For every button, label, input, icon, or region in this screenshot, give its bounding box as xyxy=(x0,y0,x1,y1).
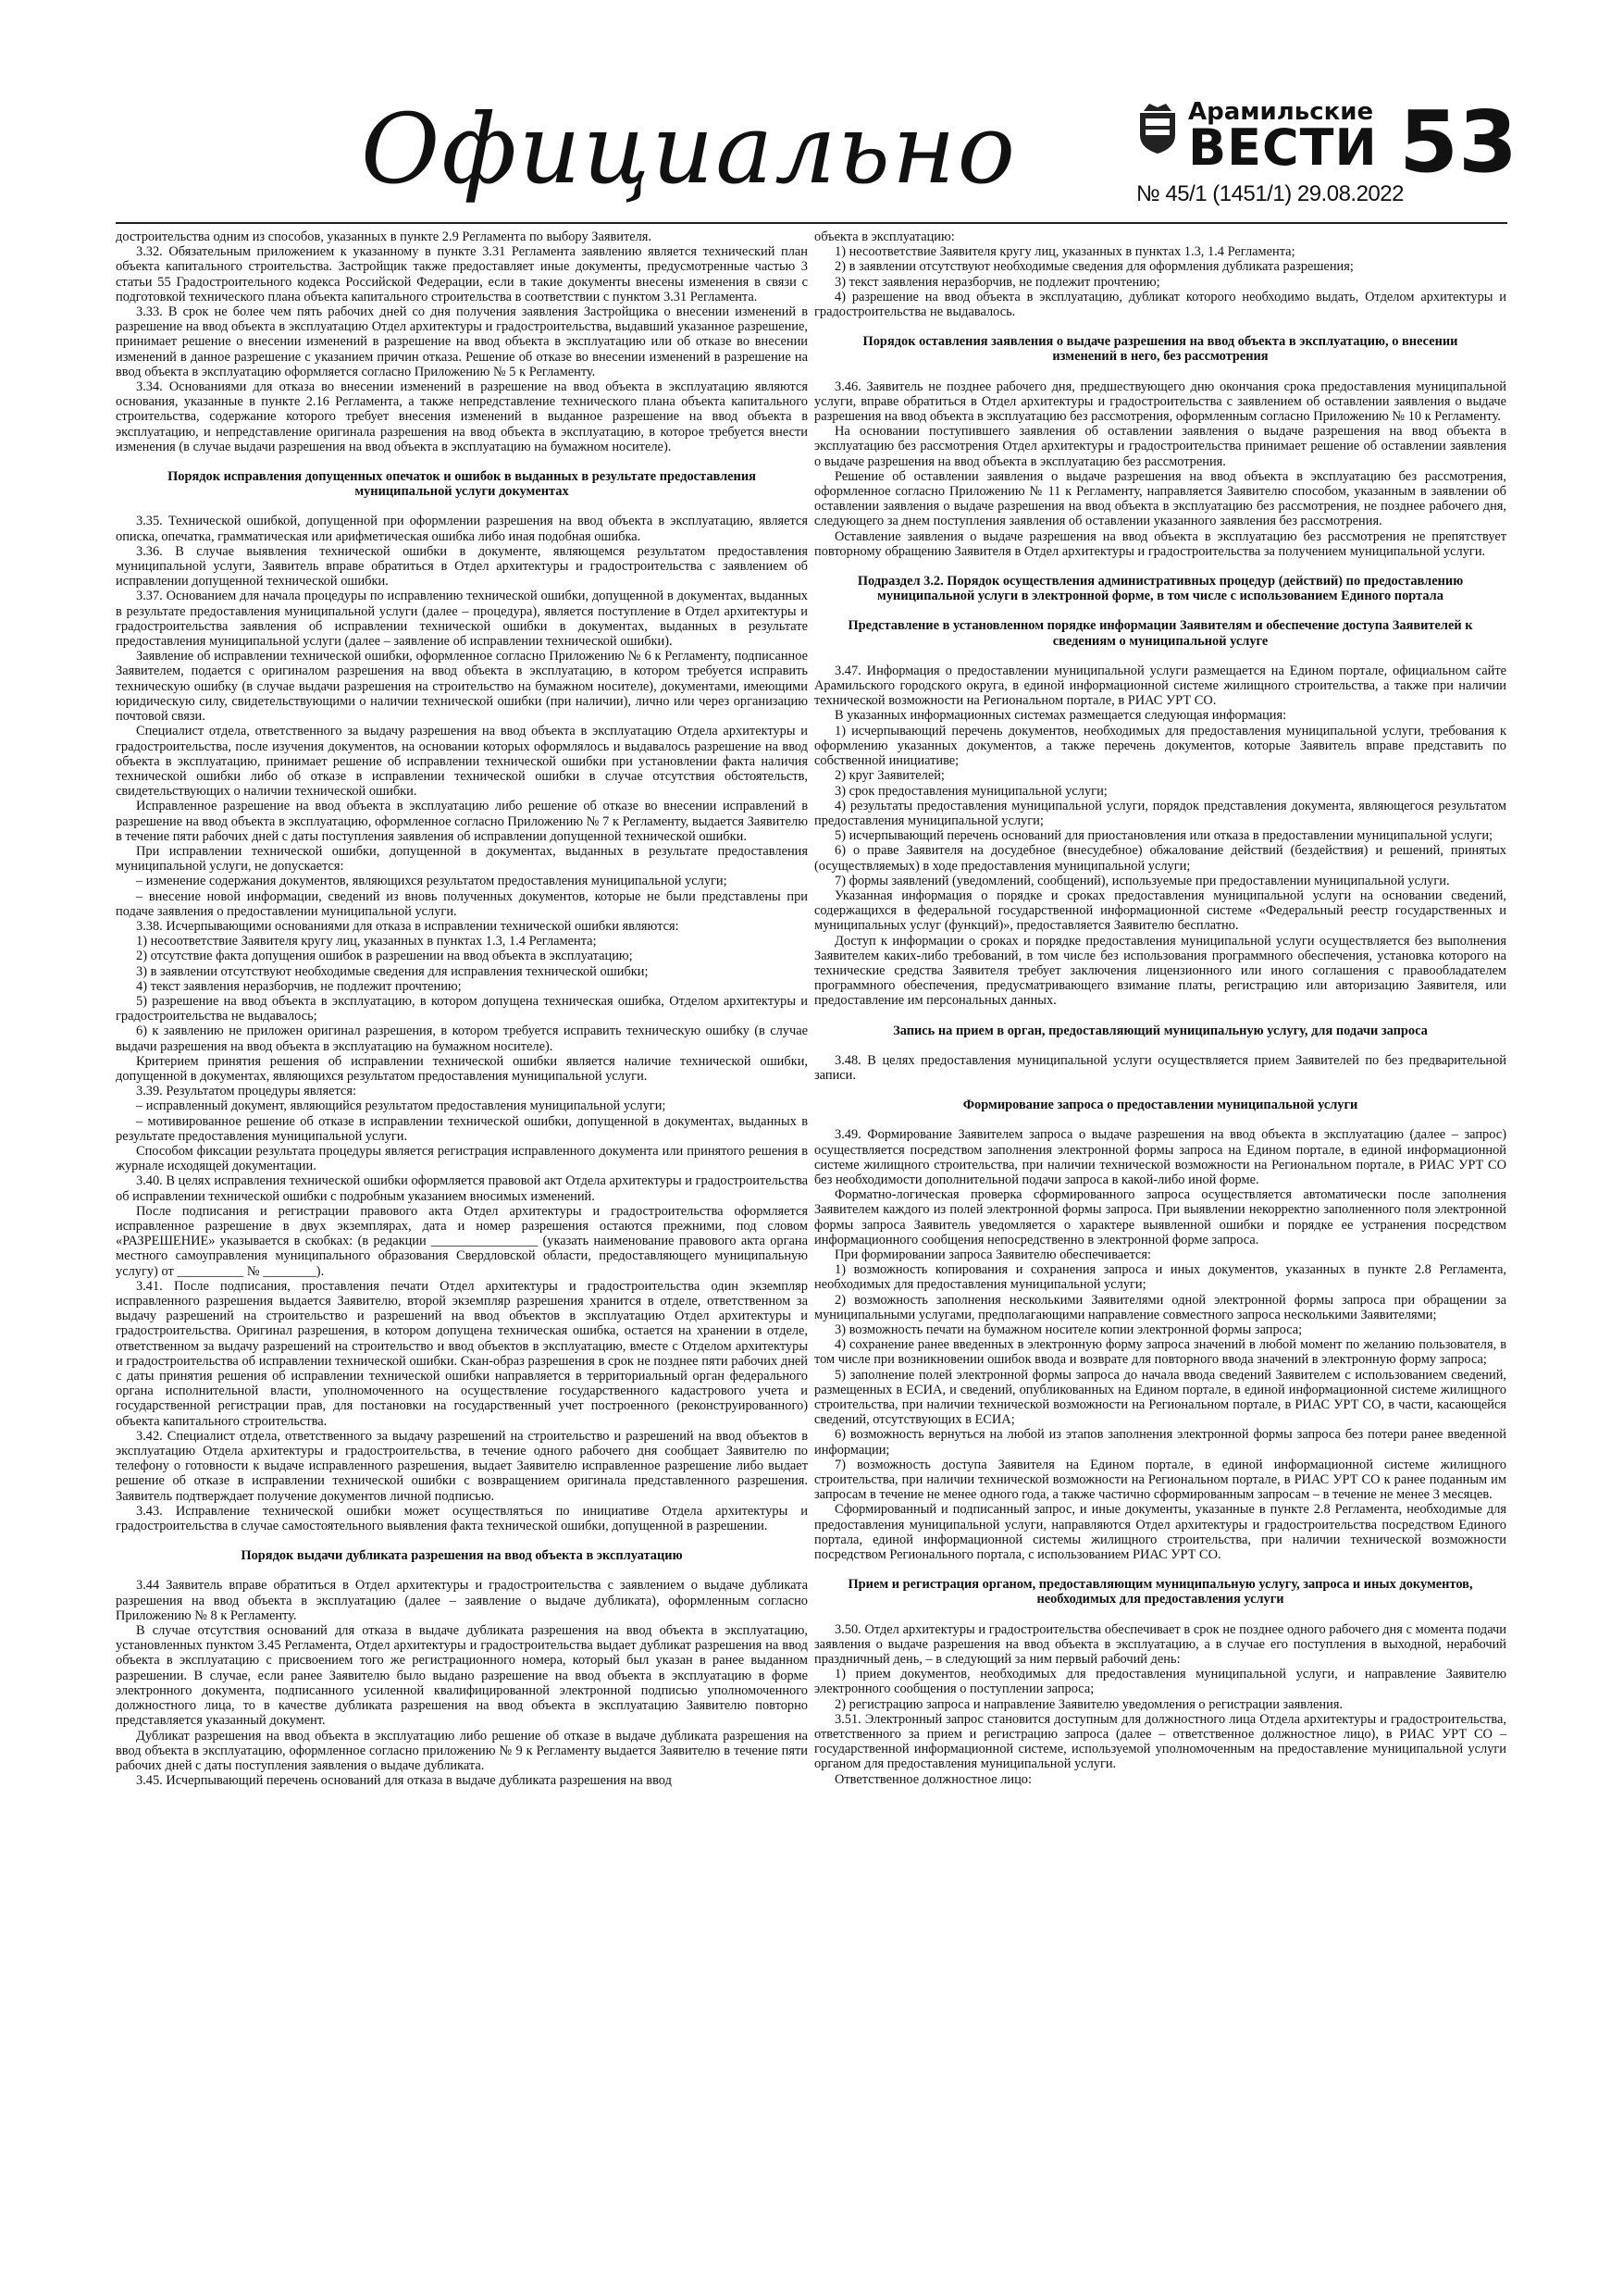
paragraph: 3.46. Заявитель не позднее рабочего дня, предшествующего дню окончания срока предоставления муниципальной услуги, вправе обратиться в Отдел архитектуры и градостроительства с заявлением об оставлении заявления о выдаче разрешения на ввод объекта в эксплуатацию без рассмотрения, оформленным согласно Приложению № 10 к Регламенту. xyxy=(814,379,1506,425)
paragraph: – изменение содержания документов, являющихся результатом предоставления муниципальной услуги; xyxy=(136,874,727,889)
paragraph: После подписания и регистрации правового акта Отдел архитектуры и градостроительства оформляется исправленное разрешение в двух экземплярах, дата и номер разрешения остаются прежними, под словом «РАЗРЕШЕНИЕ» указывается в скобках: (в редакции ________________ (указать наименование правового акта органа местного самоуправления муниципального образования Свердловской области, предоставляющего муниципальную услугу) от __________ № ________). xyxy=(116,1203,808,1279)
paragraph: При формировании запроса Заявителю обеспечивается: xyxy=(835,1247,1152,1262)
paragraph: 3.33. В срок не более чем пять рабочих дней со дня получения заявления Застройщика о внесении изменений в разрешение на ввод объекта в эксплуатацию Отдел архитектуры и градостроительства, выдавший указанное разрешение, принимает решение о внесении изменений в разрешение на ввод объекта в эксплуатацию или об отказе во внесении изменений в данное разрешение с указанием причин отказа. Решение об отказе во внесении изменений в разрешение на ввод объекта в эксплуатацию оформляется согласно Приложению № 5 к Регламенту. xyxy=(116,304,808,379)
section-heading: Порядок выдачи дубликата разрешения на ввод объекта в эксплуатацию xyxy=(241,1548,683,1564)
issue-number: № 45/1 (1451/1) 29.08.2022 xyxy=(1136,181,1404,206)
paragraph: 7) формы заявлений (уведомлений, сообщений), используемые при предоставлении муниципальной услуги. xyxy=(835,873,1450,888)
paragraph: 6) возможность вернуться на любой из этапов заполнения электронной формы запроса без потери ранее введенной информации; xyxy=(814,1427,1506,1458)
section-heading: Прием и регистрация органом, предоставляющим муниципальную услугу, запроса и иных документов, необходимых для предоставления услуги xyxy=(848,1577,1473,1607)
paragraph: 1) несоответствие Заявителя кругу лиц, указанных в пунктах 1.3, 1.4 Регламента; xyxy=(136,934,597,949)
paragraph: 2) регистрацию запроса и направление Заявителю уведомления о регистрации заявления. xyxy=(835,1696,1344,1712)
paragraph: 3.49. Формирование Заявителем запроса о выдаче разрешения на ввод объекта в эксплуатацию (далее – запрос) осуществляется посредством заполнения электронной формы запроса на Едином портале, в единой информационной системе жилищного строительства, при наличии технической возможности на Региональном портале, в РИАС УРТ СО без необходимости дополнительной подачи запроса в какой-либо иной форме. xyxy=(814,1127,1506,1187)
paragraph: 1) прием документов, необходимых для предоставления муниципальной услуги, и направление Заявителю электронного сообщения о поступлении запроса; xyxy=(814,1667,1506,1697)
paragraph: 3.40. В целях исправления технической ошибки оформляется правовой акт Отдела архитектуры и градостроительства об исправлении технической ошибки с подробным указанием вносимых изменений. xyxy=(116,1173,808,1204)
paragraph: Решение об оставлении заявления о выдаче разрешения на ввод объекта в эксплуатацию без рассмотрения, оформленное согласно Приложению № 11 к Регламенту, направляется Заявителю способом, указанным в заявлении об оставлении заявления о выдаче разрешения на ввод объекта в эксплуатацию без рассмотрения, не позднее рабочего дня, следующего за днем поступления заявления об оставлении указанного заявления без рассмотрения. xyxy=(814,468,1506,529)
section-title: Официально xyxy=(361,93,1018,205)
logo-title: ВЕСТИ xyxy=(1188,118,1378,177)
section-heading: Порядок оставления заявления о выдаче разрешения на ввод объекта в эксплуатацию, о внесении изменений в него, без рассмотрения xyxy=(862,334,1458,365)
paragraph: 3.50. Отдел архитектуры и градостроительства обеспечивает в срок не позднее одного рабочего дня с момента подачи заявления о выдаче разрешения на ввод объекта в эксплуатацию, а в случае его поступления в выходной, нерабочий праздничный день, – в следующий за ним первый рабочий день: xyxy=(814,1621,1506,1668)
paragraph: 3.41. После подписания, проставления печати Отдел архитектуры и градостроительства один экземпляр исправленного разрешения выдается Заявителю, второй экземпляр разрешения хранится в отделе, ответственном за выдачу разрешений на строительство и разрешений на ввод объектов в эксплуатацию Отдел архитектуры и градостроительства. Оригинал разрешения, в котором допущена техническая ошибка, остается на хранении в отделе, ответственном за выдачу разрешений на строительство и ввод объектов в эксплуатацию, вместе с Отделом архитектуры и градостроительства об исправлении технической ошибки. Скан-образ разрешения в срок не позднее пяти рабочих дней с даты принятия решения об исправлении технической ошибки направляется в территориальный орган федерального органа исполнительной власти, уполномоченного на осуществление государственного кадастрового учета и государственной регистрации прав, для постановки на государственный учет построенного (реконструированного) объекта капитального строительства. xyxy=(116,1278,808,1429)
page-number: 53 xyxy=(1399,93,1518,192)
paragraph: Форматно-логическая проверка сформированного запроса осуществляется автоматически после заполнения Заявителем каждого из полей электронной формы запроса. При выявлении некорректно заполненного поля электронной формы запроса Заявитель уведомляется о характере выявленной ошибки и порядке ее устранения посредством информационного сообщения непосредственно в электронной форме запроса. xyxy=(814,1187,1506,1247)
paragraph: 3.45. Исчерпывающий перечень оснований для отказа в выдаче дубликата разрешения на ввод xyxy=(136,1773,672,1789)
newspaper-logo xyxy=(1136,91,1377,192)
paragraph: 3) возможность печати на бумажном носителе копии электронной формы запроса; xyxy=(835,1322,1303,1337)
paragraph: 3.42. Специалист отдела, ответственного за выдачу разрешений на строительство и разрешений на ввод объектов в эксплуатацию Отдела архитектуры и градостроительства, в течение одного рабочего дня сообщает Заявителю по телефону о готовности к выдаче исправленного разрешения, выдает Заявителю исправленное разрешение либо выдает решение об отказе в исправлении технической ошибки с возвращением оригинала представленного разрешения. Заявитель подтверждает получение документов личной подписью. xyxy=(116,1428,808,1504)
paragraph: 6) о праве Заявителя на досудебное (внесудебное) обжалование действий (бездействия) и решений, принятых (осуществляемых) в ходе предоставления муниципальной услуги; xyxy=(814,843,1506,874)
paragraph: 3.36. В случае выявления технической ошибки в документе, являющемся результатом предоставления муниципальной услуги, Заявитель вправе обратиться в Отдел архитектуры и градостроительства с заявлением об исправлении допущенной технической ошибки. xyxy=(116,543,808,590)
paragraph: 3.48. В целях предоставления муниципальной услуги осуществляется прием Заявителей по без предварительной записи. xyxy=(814,1052,1506,1083)
paragraph: 2) круг Заявителей; xyxy=(835,768,945,784)
paragraph: В указанных информационных системах размещается следующая информация: xyxy=(835,708,1287,724)
paragraph: 3.44 Заявитель вправе обратиться в Отдел архитектуры и градостроительства с заявлением о выдаче дубликата разрешения на ввод объекта в эксплуатацию (далее – заявление о выдаче дубликата), оформленным согласно Приложению № 8 к Регламенту. xyxy=(116,1578,808,1623)
paragraph: 1) несоответствие Заявителя кругу лиц, указанных в пунктах 1.3, 1.4 Регламента; xyxy=(835,244,1295,260)
paragraph: Способом фиксации результата процедуры является регистрация исправленного документа или принятого решения в журнале исходящей документации. xyxy=(116,1143,808,1174)
paragraph: Критерием принятия решения об исправлении технической ошибки является наличие технической ошибки, допущенной в документах, являющихся результатом предоставления муниципальной услуги. xyxy=(116,1053,808,1084)
paragraph: 5) исчерпывающий перечень оснований для приостановления или отказа в предоставлении муниципальной услуги; xyxy=(835,828,1493,844)
paragraph: 2) в заявлении отсутствуют необходимые сведения для оформления дубликата разрешения; xyxy=(835,259,1354,275)
paragraph: 3) текст заявления неразборчив, не подлежит прочтению; xyxy=(835,274,1160,290)
left-column xyxy=(116,230,808,2275)
paragraph: 2) возможность заполнения несколькими Заявителями одной электронной формы запроса при обращении за муниципальными услугами, предполагающими направление совместного запроса несколькими Заявителями; xyxy=(814,1292,1506,1322)
paragraph: 3.34. Основаниями для отказа во внесении изменений в разрешение на ввод объекта в эксплуатацию являются основания, указанные в пункте 2.16 Регламента, а также непредставление технического плана объекта капитального строительства, содержание которого требует внесения изменений в выданное разрешение на ввод объекта в эксплуатацию, и непредставление оригинала разрешения на ввод объекта в эксплуатацию, в которое требуется внести изменения (в случае выдачи разрешения на ввод объекта в эксплуатацию на бумажном носителе). xyxy=(116,379,808,454)
paragraph: Сформированный и подписанный запрос, и иные документы, указанные в пункте 2.8 Регламента, необходимые для предоставления муниципальной услуги, направляются Отдел архитектуры и градостроительства посредством Единого портала, единой информационной системы жилищного строительства, при наличии технической возможности посредством Регионального портала, с использованием РИАС УРТ СО. xyxy=(814,1502,1506,1563)
page-header xyxy=(0,0,1623,236)
paragraph: Дубликат разрешения на ввод объекта в эксплуатацию либо решение об отказе в выдаче дубликата разрешения на ввод объекта в эксплуатацию, оформленное согласно приложению № 9 к Регламенту выдается Заявителю в течение пяти рабочих дней с даты поступления заявления о выдаче дубликата. xyxy=(116,1728,808,1773)
paragraph: – исправленный документ, являющийся результатом предоставления муниципальной услуги; xyxy=(136,1098,666,1114)
paragraph: Исправленное разрешение на ввод объекта в эксплуатацию либо решение об отказе во внесении исправлений в разрешение на ввод объекта в эксплуатацию, оформленное согласно Приложению № 7 к Регламенту, выдается Заявителю в течение пяти рабочих дней с даты поступления заявления об исправлении допущенной технической ошибки. xyxy=(116,799,808,844)
logo-subtitle: Арамильские xyxy=(1188,98,1374,126)
paragraph: 3.37. Основанием для начала процедуры по исправлению технической ошибки, допущенной в документах, выданных в результате предоставления муниципальной услуги (далее – процедура), является поступление в Отдел архитектуры и градостроительства заявления об исправлении технической ошибки в документах, выданных в результате предоставления муниципальной услуги (далее – заявление об исправлении технической ошибки). xyxy=(116,589,808,650)
section-heading: Представление в установленном порядке информации Заявителям и обеспечение доступа Заявителей к сведениям о муниципальной услуге xyxy=(848,618,1473,649)
paragraph: 1) исчерпывающий перечень документов, необходимых для предоставления муниципальной услуги, требования к оформлению указанных документов, а также перечень документов, которые Заявитель вправе представить по собственной инициативе; xyxy=(814,723,1506,769)
paragraph: Специалист отдела, ответственного за выдачу разрешения на ввод объекта в эксплуатацию Отдела архитектуры и градостроительства, после изучения документов, на основании которых оформлялось и выдавалось разрешение на ввод объекта в эксплуатацию, принимает решение об исправлении технической ошибки при установлении факта наличия технической ошибки либо об отказе в исправлении технической ошибки в случае отсутствия обстоятельств, свидетельствующих о наличии технической ошибки. xyxy=(116,724,808,800)
right-column xyxy=(814,230,1506,2275)
paragraph: Заявление об исправлении технической ошибки, оформленное согласно Приложению № 6 к Регламенту, подписанное Заявителем, подается с оригиналом разрешения на ввод объекта в эксплуатацию, в котором требуется исправить техническую ошибку (в случае выдачи разрешения на строительство на бумажном носителе), документами, имеющими юридическую силу, свидетельствующими о наличии технической ошибки (при наличии), лично или через организацию почтовой связи. xyxy=(116,649,808,725)
paragraph: Оставление заявления о выдаче разрешения на ввод объекта в эксплуатацию без рассмотрения не препятствует повторному обращению Заявителя в Отдел архитектуры и градостроительства за получением муниципальной услуги. xyxy=(814,528,1506,559)
paragraph: достроительства одним из способов, указанных в пункте 2.9 Регламента по выбору Заявителя. xyxy=(116,230,652,244)
section-heading: Порядок исправления допущенных опечаток и ошибок в выданных в результате предоставления муниципальной услуги документах xyxy=(167,469,756,500)
header-rule xyxy=(116,222,1507,224)
paragraph: 3.38. Исчерпывающими основаниями для отказа в исправлении технической ошибки являются: xyxy=(136,918,679,934)
section-heading: Запись на прием в орган, предоставляющий муниципальную услугу, для подачи запроса xyxy=(893,1023,1428,1038)
paragraph: 3.43. Исправление технической ошибки может осуществляться по инициативе Отдела архитектуры и градостроительства в случае самостоятельного выявления факта технической ошибки, допущенной в разрешении. xyxy=(116,1503,808,1534)
paragraph: В случае отсутствия оснований для отказа в выдаче дубликата разрешения на ввод объекта в эксплуатацию, установленных пунктом 3.45 Регламента, Отдел архитектуры и градостроительства выдает дубликат разрешения на ввод объекта в эксплуатацию с присвоением того же регистрационного номера, который был указан в ранее выданном разрешении. В случае, если ранее Заявителю было выдано разрешение на ввод объекта в эксплуатацию в форме электронного документа, подписанного усиленной квалифицированной электронной подписью уполномоченного должностного лица, то в качестве дубликата разрешения на ввод объекта в эксплуатацию Заявителю повторно представляется указанный документ. xyxy=(116,1623,808,1729)
section-heading: Формирование запроса о предоставлении муниципальной услуги xyxy=(962,1098,1358,1113)
paragraph: 6) к заявлению не приложен оригинал разрешения, в котором требуется исправить техническую ошибку (в случае выдачи разрешения на ввод объекта в эксплуатацию на бумажном носителе). xyxy=(116,1024,808,1054)
paragraph: 4) текст заявления неразборчив, не подлежит прочтению; xyxy=(136,978,462,994)
paragraph: На основании поступившего заявления об оставлении заявления о выдаче разрешения на ввод объекта в эксплуатацию без рассмотрения Отдел архитектуры и градостроительства принимает решение об оставлении заявления о выдаче разрешения на ввод объекта в эксплуатацию без рассмотрения. xyxy=(814,424,1506,469)
paragraph: 3.32. Обязательным приложением к указанному в пункте 3.31 Регламента заявлению является технический план объекта капитального строительства. Застройщик также предоставляет иные документы, предусмотренные частью 3 статьи 55 Градостроительного кодекса Российской Федерации, если в такие документы внесены изменения в связи с подготовкой технического плана объекта капитального строительства в соответствии с пунктом 3.31 Регламента. xyxy=(116,244,808,304)
paragraph: 3.47. Информация о предоставлении муниципальной услуги размещается на Едином портале, официальном сайте Арамильского городского округа, в единой информационной системе жилищного строительства, а также при наличии технической возможности на Региональном портале, в РИАС УРТ СО. xyxy=(814,663,1506,709)
paragraph: Указанная информация о порядке и сроках предоставления муниципальной услуги на основании сведений, содержащихся в федеральной государственной информационной системе «Федеральный реестр государственных и муниципальных услуг (функций)», предоставляется Заявителю бесплатно. xyxy=(814,887,1506,934)
paragraph: 3) срок предоставления муниципальной услуги; xyxy=(835,783,1108,799)
paragraph: 5) разрешение на ввод объекта в эксплуатацию, в котором допущена техническая ошибка, Отделом архитектуры и градостроительства не выдавалось; xyxy=(116,993,808,1024)
coat-of-arms-icon xyxy=(1136,98,1179,155)
paragraph: 4) сохранение ранее введенных в электронную форму запроса значений в любой момент по желанию пользователя, в том числе при возникновении ошибок ввода и возврате для повторного ввода значений в электронную форму запроса; xyxy=(814,1337,1506,1368)
paragraph: 4) результаты предоставления муниципальной услуги, порядок представления документа, являющегося результатом предоставления муниципальной услуги; xyxy=(814,798,1506,828)
paragraph: 3) в заявлении отсутствуют необходимые сведения для исправления технической ошибки; xyxy=(136,963,649,979)
paragraph: 3.39. Результатом процедуры является: xyxy=(136,1084,356,1099)
paragraph: 4) разрешение на ввод объекта в эксплуатацию, дубликат которого необходимо выдать, Отделом архитектуры и градостроительства не выдавалось. xyxy=(814,289,1506,320)
paragraph: – внесение новой информации, сведений из вновь полученных документов, которые не были представлены при подаче заявления о предоставлении муниципальной услуги. xyxy=(116,888,808,919)
paragraph: 3.51. Электронный запрос становится доступным для должностного лица Отдела архитектуры и градостроительства, ответственного за прием и регистрацию запроса (далее – ответственное должностное лицо), в РИАС УРТ СО – государственной информационной системе, используемой уполномоченным на предоставление муниципальной услуги органом для предоставления муниципальной услуги. xyxy=(814,1711,1506,1772)
paragraph: 2) отсутствие факта допущения ошибок в разрешении на ввод объекта в эксплуатацию; xyxy=(136,949,633,964)
paragraph: 1) возможность копирования и сохранения запроса и иных документов, указанных в пункте 2.8 Регламента, необходимых для предоставления муниципальной услуги; xyxy=(814,1262,1506,1293)
section-heading: Подраздел 3.2. Порядок осуществления административных процедур (действий) по предоставлению муниципальной услуги в электронной форме, в том числе с использованием Единого портала xyxy=(857,574,1464,604)
paragraph: При исправлении технической ошибки, допущенной в документах, выданных в результате предоставления муниципальной услуги, не допускается: xyxy=(116,843,808,875)
paragraph: – мотивированное решение об отказе в исправлении технической ошибки, допущенной в документах, выданных в результате предоставления муниципальной услуги. xyxy=(116,1113,808,1144)
paragraph: 3.35. Технической ошибкой, допущенной при оформлении разрешения на ввод объекта в эксплуатацию, является описка, опечатка, грамматическая или арифметическая ошибка либо иная подобная ошибка. xyxy=(116,514,808,544)
paragraph: Доступ к информации о сроках и порядке предоставления муниципальной услуги осуществляется без выполнения Заявителем каких-либо требований, в том числе без использования программного обеспечения, установка которого на технические средства Заявителя требует заключения лицензионного или иного соглашения с правообладателем программного обеспечения, предусматривающего взимание платы, регистрацию или авторизацию Заявителя, или предоставление им персональных данных. xyxy=(814,933,1506,1009)
paragraph: 7) возможность доступа Заявителя на Едином портале, в единой информационной системе жилищного строительства, при наличии технической возможности на Региональном портале, в РИАС УРТ СО к ранее поданным им запросам в течение не менее одного года, а также частично сформированным запросам – в течение не менее 3 месяцев. xyxy=(814,1457,1506,1503)
paragraph: объекта в эксплуатацию: xyxy=(814,230,955,244)
paragraph: 5) заполнение полей электронной формы запроса до начала ввода сведений Заявителем с использованием сведений, размещенных в ЕСИА, и сведений, опубликованных на Едином портале, в единой информационной системе жилищного строительства, при наличии технической возможности на Региональном портале, в РИАС УРТ СО, в части, касающейся сведений, отсутствующих в ЕСИА; xyxy=(814,1367,1506,1428)
paragraph: Ответственное должностное лицо: xyxy=(835,1771,1032,1787)
